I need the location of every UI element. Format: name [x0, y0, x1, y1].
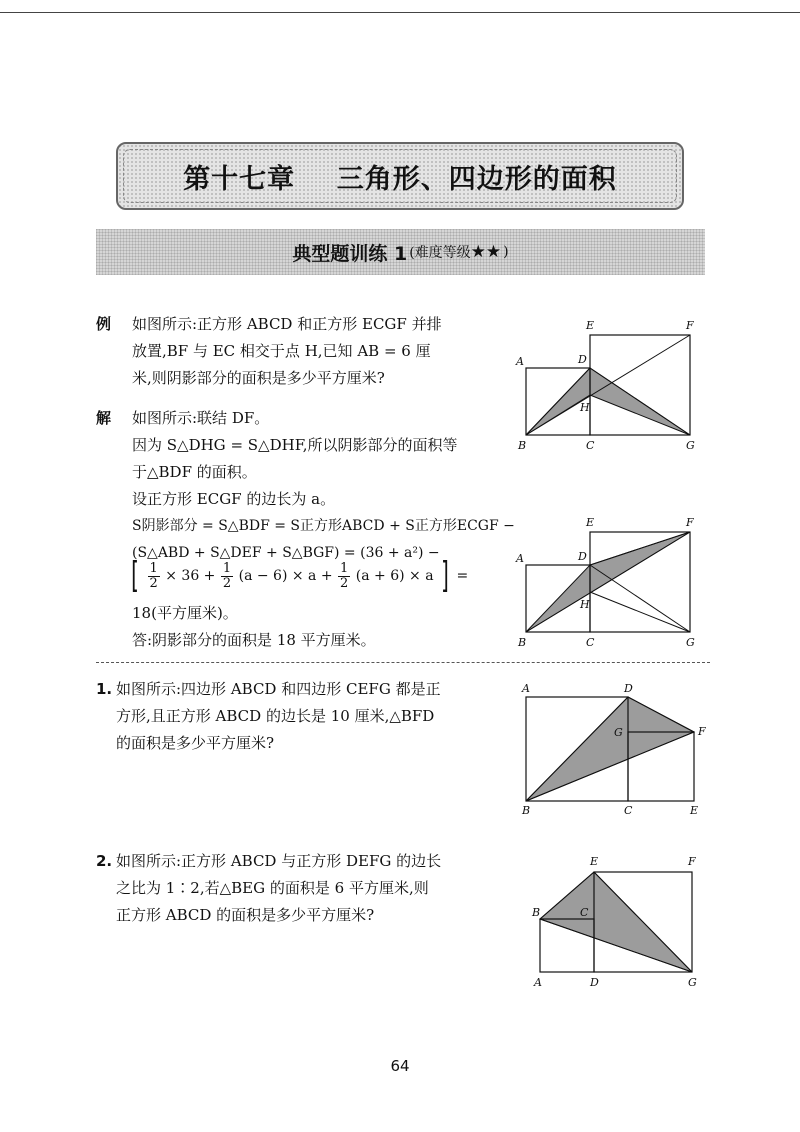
label-a: A: [516, 355, 524, 368]
label-b: B: [532, 906, 541, 919]
shaded-triangle-bfd: [526, 697, 694, 801]
term-3: (a + 6) × a: [355, 568, 434, 584]
formula-line: (S△ABD + S△DEF + S△BGF) = (36 + a²) −: [132, 545, 440, 561]
solution-line: 于△BDF 的面积。: [132, 463, 257, 481]
label-g: G: [686, 439, 695, 452]
section-title: 典型题训练 1: [292, 242, 408, 265]
example-line: 如图所示:正方形 ABCD 和正方形 ECGF 并排: [132, 315, 442, 333]
answer-line: 答:阴影部分的面积是 18 平方厘米。: [132, 631, 376, 649]
example-figure: [510, 315, 710, 455]
page-number: 64: [390, 1057, 410, 1075]
label-g: G: [614, 726, 623, 739]
solution-line: 如图所示:联结 DF。: [132, 409, 270, 427]
label-f: F: [688, 855, 696, 868]
problem-1-block: [96, 676, 516, 757]
problem-2-line: 如图所示:正方形 ABCD 与正方形 DEFG 的边长: [116, 852, 442, 870]
equals-sign: =: [456, 568, 469, 584]
top-rule: [0, 12, 800, 13]
problem-2-line: 正方形 ABCD 的面积是多少平方厘米?: [116, 906, 375, 924]
label-h: H: [580, 401, 590, 414]
label-c: C: [586, 439, 595, 452]
label-a: A: [534, 976, 542, 989]
solution-line: 设正方形 ECGF 的边长为 a。: [132, 490, 336, 508]
label-e: E: [586, 319, 595, 332]
example-line: 放置,BF 与 EC 相交于点 H,已知 AB = 6 厘: [132, 342, 431, 360]
problem-2-line: 之比为 1∶2,若△BEG 的面积是 6 平方厘米,则: [116, 879, 429, 897]
shaded-triangle-beg: [540, 872, 692, 972]
solution-label: 解: [96, 409, 112, 427]
fraction-half: $\frac{1}{2}$: [222, 560, 232, 591]
right-bracket: ]: [441, 555, 449, 596]
label-h: H: [580, 598, 590, 611]
label-f: F: [698, 725, 706, 738]
label-g: G: [686, 636, 695, 649]
label-e: E: [586, 516, 595, 529]
section-banner: [96, 229, 705, 275]
solution-figure: [510, 512, 710, 652]
label-d: D: [578, 353, 587, 366]
label-d: D: [590, 976, 599, 989]
chapter-title: 第十七章 三角形、四边形的面积: [183, 163, 617, 195]
solution-tail: [132, 600, 532, 654]
problem-1-line: 的面积是多少平方厘米?: [116, 734, 275, 752]
dashed-divider: [96, 662, 710, 663]
label-c: C: [624, 804, 633, 817]
formula-line: S阴影部分 = S△BDF = S正方形ABCD + S正方形ECGF −: [132, 518, 515, 534]
term-2: (a − 6) × a +: [238, 568, 333, 584]
difficulty-stars: ★★: [470, 242, 502, 262]
label-c: C: [580, 906, 589, 919]
label-e: E: [690, 804, 699, 817]
problem-2-label: 2.: [96, 852, 113, 870]
result-line: 18(平方厘米)。: [132, 604, 238, 622]
fraction-half: $\frac{1}{2}$: [149, 560, 158, 591]
label-f: F: [686, 319, 694, 332]
label-a: A: [522, 682, 530, 695]
label-g: G: [688, 976, 697, 989]
example-block: [96, 311, 516, 392]
label-a: A: [516, 552, 524, 565]
problem-1-line: 方形,且正方形 ABCD 的边长是 10 厘米,△BFD: [116, 707, 435, 725]
bracket-formula: [128, 555, 469, 596]
example-label: 例: [96, 315, 112, 333]
label-e: E: [590, 855, 599, 868]
difficulty-label: (难度等级: [409, 245, 471, 261]
label-b: B: [522, 804, 531, 817]
problem-2-figure: [510, 852, 710, 997]
example-line: 米,则阴影部分的面积是多少平方厘米?: [132, 369, 385, 387]
line-bf: [526, 532, 690, 632]
term-1: × 36 +: [165, 568, 216, 584]
label-f: F: [686, 516, 694, 529]
problem-1-label: 1.: [96, 680, 113, 698]
label-b: B: [518, 439, 527, 452]
label-c: C: [586, 636, 595, 649]
solution-line: 因为 S△DHG = S△DHF,所以阴影部分的面积等: [132, 436, 458, 454]
label-d: D: [578, 550, 587, 563]
chapter-banner: [116, 142, 684, 210]
difficulty-close: ): [503, 244, 509, 260]
problem-2-block: [96, 848, 516, 929]
fraction-half: $\frac{1}{2}$: [340, 560, 349, 591]
label-b: B: [518, 636, 527, 649]
left-bracket: [: [131, 555, 139, 596]
label-d: D: [624, 682, 633, 695]
problem-1-line: 如图所示:四边形 ABCD 和四边形 CEFG 都是正: [116, 680, 441, 698]
problem-1-figure: [510, 680, 710, 820]
solution-block: [96, 405, 516, 567]
